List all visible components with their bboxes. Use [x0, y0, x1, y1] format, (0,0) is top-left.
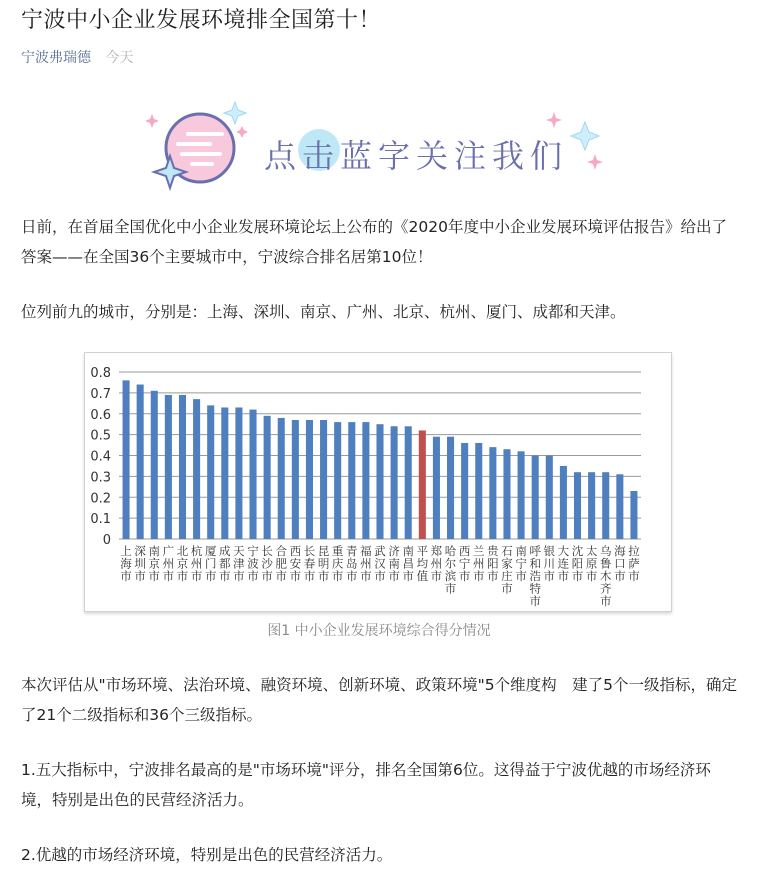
- x-tick-label: 昆明市: [317, 544, 330, 583]
- x-tick-label: 平均值: [416, 544, 429, 583]
- sparkle-icon: [236, 126, 248, 138]
- x-tick-label: 深圳市: [134, 544, 146, 583]
- x-tick-label: 南宁市: [515, 544, 527, 583]
- y-tick-label: 0.6: [90, 407, 111, 423]
- bar: [405, 426, 412, 539]
- x-tick-label: 沈阳市: [571, 544, 584, 583]
- x-tick-label: 哈尔滨市: [444, 544, 457, 596]
- banner-highlight: 击: [302, 131, 340, 177]
- bar: [306, 420, 313, 539]
- bar: [588, 472, 595, 539]
- y-tick-label: 0: [102, 533, 111, 548]
- y-tick-label: 0.7: [90, 386, 111, 402]
- bar: [151, 391, 158, 539]
- x-tick-label: 拉萨市: [628, 544, 640, 583]
- x-tick-label: 天津市: [233, 544, 245, 583]
- x-tick-label: 海口市: [614, 544, 626, 583]
- sparkle-icon: [571, 122, 599, 150]
- x-tick-label: 北京市: [176, 544, 189, 583]
- sparkle-icon: [587, 154, 603, 170]
- bar: [532, 456, 539, 540]
- bar: [165, 395, 172, 539]
- sparkle-icon: [546, 112, 562, 128]
- bar: [137, 385, 144, 539]
- bar: [475, 443, 482, 539]
- bar: [419, 430, 426, 539]
- x-tick-label: 南京市: [148, 544, 161, 583]
- bar: [376, 424, 383, 539]
- x-tick-label: 太原市: [585, 544, 598, 583]
- bar: [447, 437, 454, 539]
- bar: [123, 380, 130, 539]
- score-chart-svg: [85, 353, 671, 611]
- score-chart: [84, 352, 672, 612]
- x-tick-label: 福州市: [360, 544, 372, 583]
- y-tick-label: 0.2: [90, 491, 111, 507]
- paragraph-point-2: 2.优越的市场经济环境，特别是出色的民营经济活力。: [21, 846, 393, 864]
- bar: [221, 407, 228, 539]
- y-tick-label: 0.5: [90, 428, 111, 444]
- x-tick-label: 武汉市: [374, 544, 386, 583]
- bar: [264, 416, 271, 539]
- x-tick-label: 西安市: [289, 544, 302, 583]
- author-link[interactable]: 宁波弗瑞德: [21, 50, 91, 66]
- bar: [546, 456, 553, 540]
- paragraph-point-1: 1.五大指标中，宁波排名最高的是"市场环境"评分，排名全国第6位。这得益于宁波优越的市场经济环境，特别是出色的民营经济活力。: [21, 761, 711, 809]
- bar: [630, 491, 637, 539]
- bar: [362, 422, 369, 539]
- bar: [207, 405, 214, 539]
- x-tick-label: 乌鲁木齐市: [599, 544, 612, 608]
- bar: [278, 418, 285, 539]
- bar: [574, 472, 581, 539]
- sparkle-icon: [145, 114, 159, 128]
- x-tick-label: 成都市: [219, 544, 231, 583]
- bar: [503, 449, 510, 539]
- x-tick-label: 郑州市: [430, 544, 443, 583]
- x-tick-label: 石家庄市: [501, 544, 513, 596]
- x-tick-label: 广州市: [162, 544, 175, 583]
- paragraph-dimensions: 本次评估从"市场环境、法治环境、融资环境、创新环境、政策环境"5个维度构 建了5个一级指标，确定了21个二级指标和36个三级指标。: [21, 676, 737, 724]
- x-tick-label: 呼和浩特市: [529, 544, 541, 608]
- x-tick-label: 贵阳市: [487, 544, 499, 583]
- bar: [193, 399, 200, 539]
- banner-label: 点击蓝字关注我们: [264, 131, 568, 177]
- y-tick-label: 0.3: [90, 470, 111, 486]
- x-tick-label: 南昌市: [402, 544, 414, 583]
- bar: [616, 474, 623, 539]
- publish-time: 今天: [105, 50, 134, 66]
- x-tick-label: 杭州市: [190, 544, 203, 583]
- x-tick-label: 合肥市: [275, 544, 287, 583]
- bar: [235, 407, 242, 539]
- paragraph-top-nine: 位列前九的城市，分别是：上海、深圳、南京、广州、北京、杭州、厦门、成都和天津。: [21, 303, 626, 321]
- bar: [348, 422, 355, 539]
- x-tick-label: 大连市: [557, 544, 570, 583]
- bar: [320, 420, 327, 539]
- article-title: 宁波中小企业发展环境排全国第十！: [21, 8, 382, 33]
- bar: [250, 410, 257, 539]
- x-tick-label: 济南市: [388, 544, 400, 583]
- bar: [461, 443, 468, 539]
- y-tick-label: 0.1: [90, 512, 111, 528]
- x-tick-label: 青岛市: [346, 544, 358, 583]
- bar: [334, 422, 341, 539]
- bar: [391, 426, 398, 539]
- x-tick-label: 宁波市: [247, 544, 259, 583]
- x-tick-label: 兰州市: [473, 544, 485, 583]
- bar: [560, 466, 567, 539]
- x-tick-label: 西宁市: [458, 544, 471, 583]
- bar: [179, 395, 186, 539]
- figure-caption: 图1 中小企业发展环境综合得分情况: [267, 623, 491, 639]
- bar: [433, 437, 440, 539]
- x-tick-label: 银川市: [543, 544, 556, 583]
- x-tick-label: 重庆市: [331, 544, 344, 583]
- bar: [518, 451, 525, 539]
- y-tick-label: 0.4: [90, 449, 111, 465]
- x-tick-label: 长春市: [303, 544, 316, 583]
- paragraph-intro: 日前，在首届全国优化中小企业发展环境论坛上公布的《2020年度中小企业发展环境评估报告》给出了答案——在全国36个主要城市中，宁波综合排名居第10位！: [21, 218, 727, 266]
- y-tick-label: 0.8: [90, 366, 111, 381]
- article-meta: [21, 47, 133, 67]
- x-tick-label: 长沙市: [261, 544, 273, 583]
- bar: [292, 420, 299, 539]
- bar: [602, 472, 609, 539]
- bar: [489, 447, 496, 539]
- x-tick-label: 厦门市: [204, 544, 217, 583]
- follow-banner[interactable]: [140, 100, 620, 200]
- x-tick-label: 上海市: [120, 544, 132, 583]
- sparkle-icon: [224, 102, 246, 124]
